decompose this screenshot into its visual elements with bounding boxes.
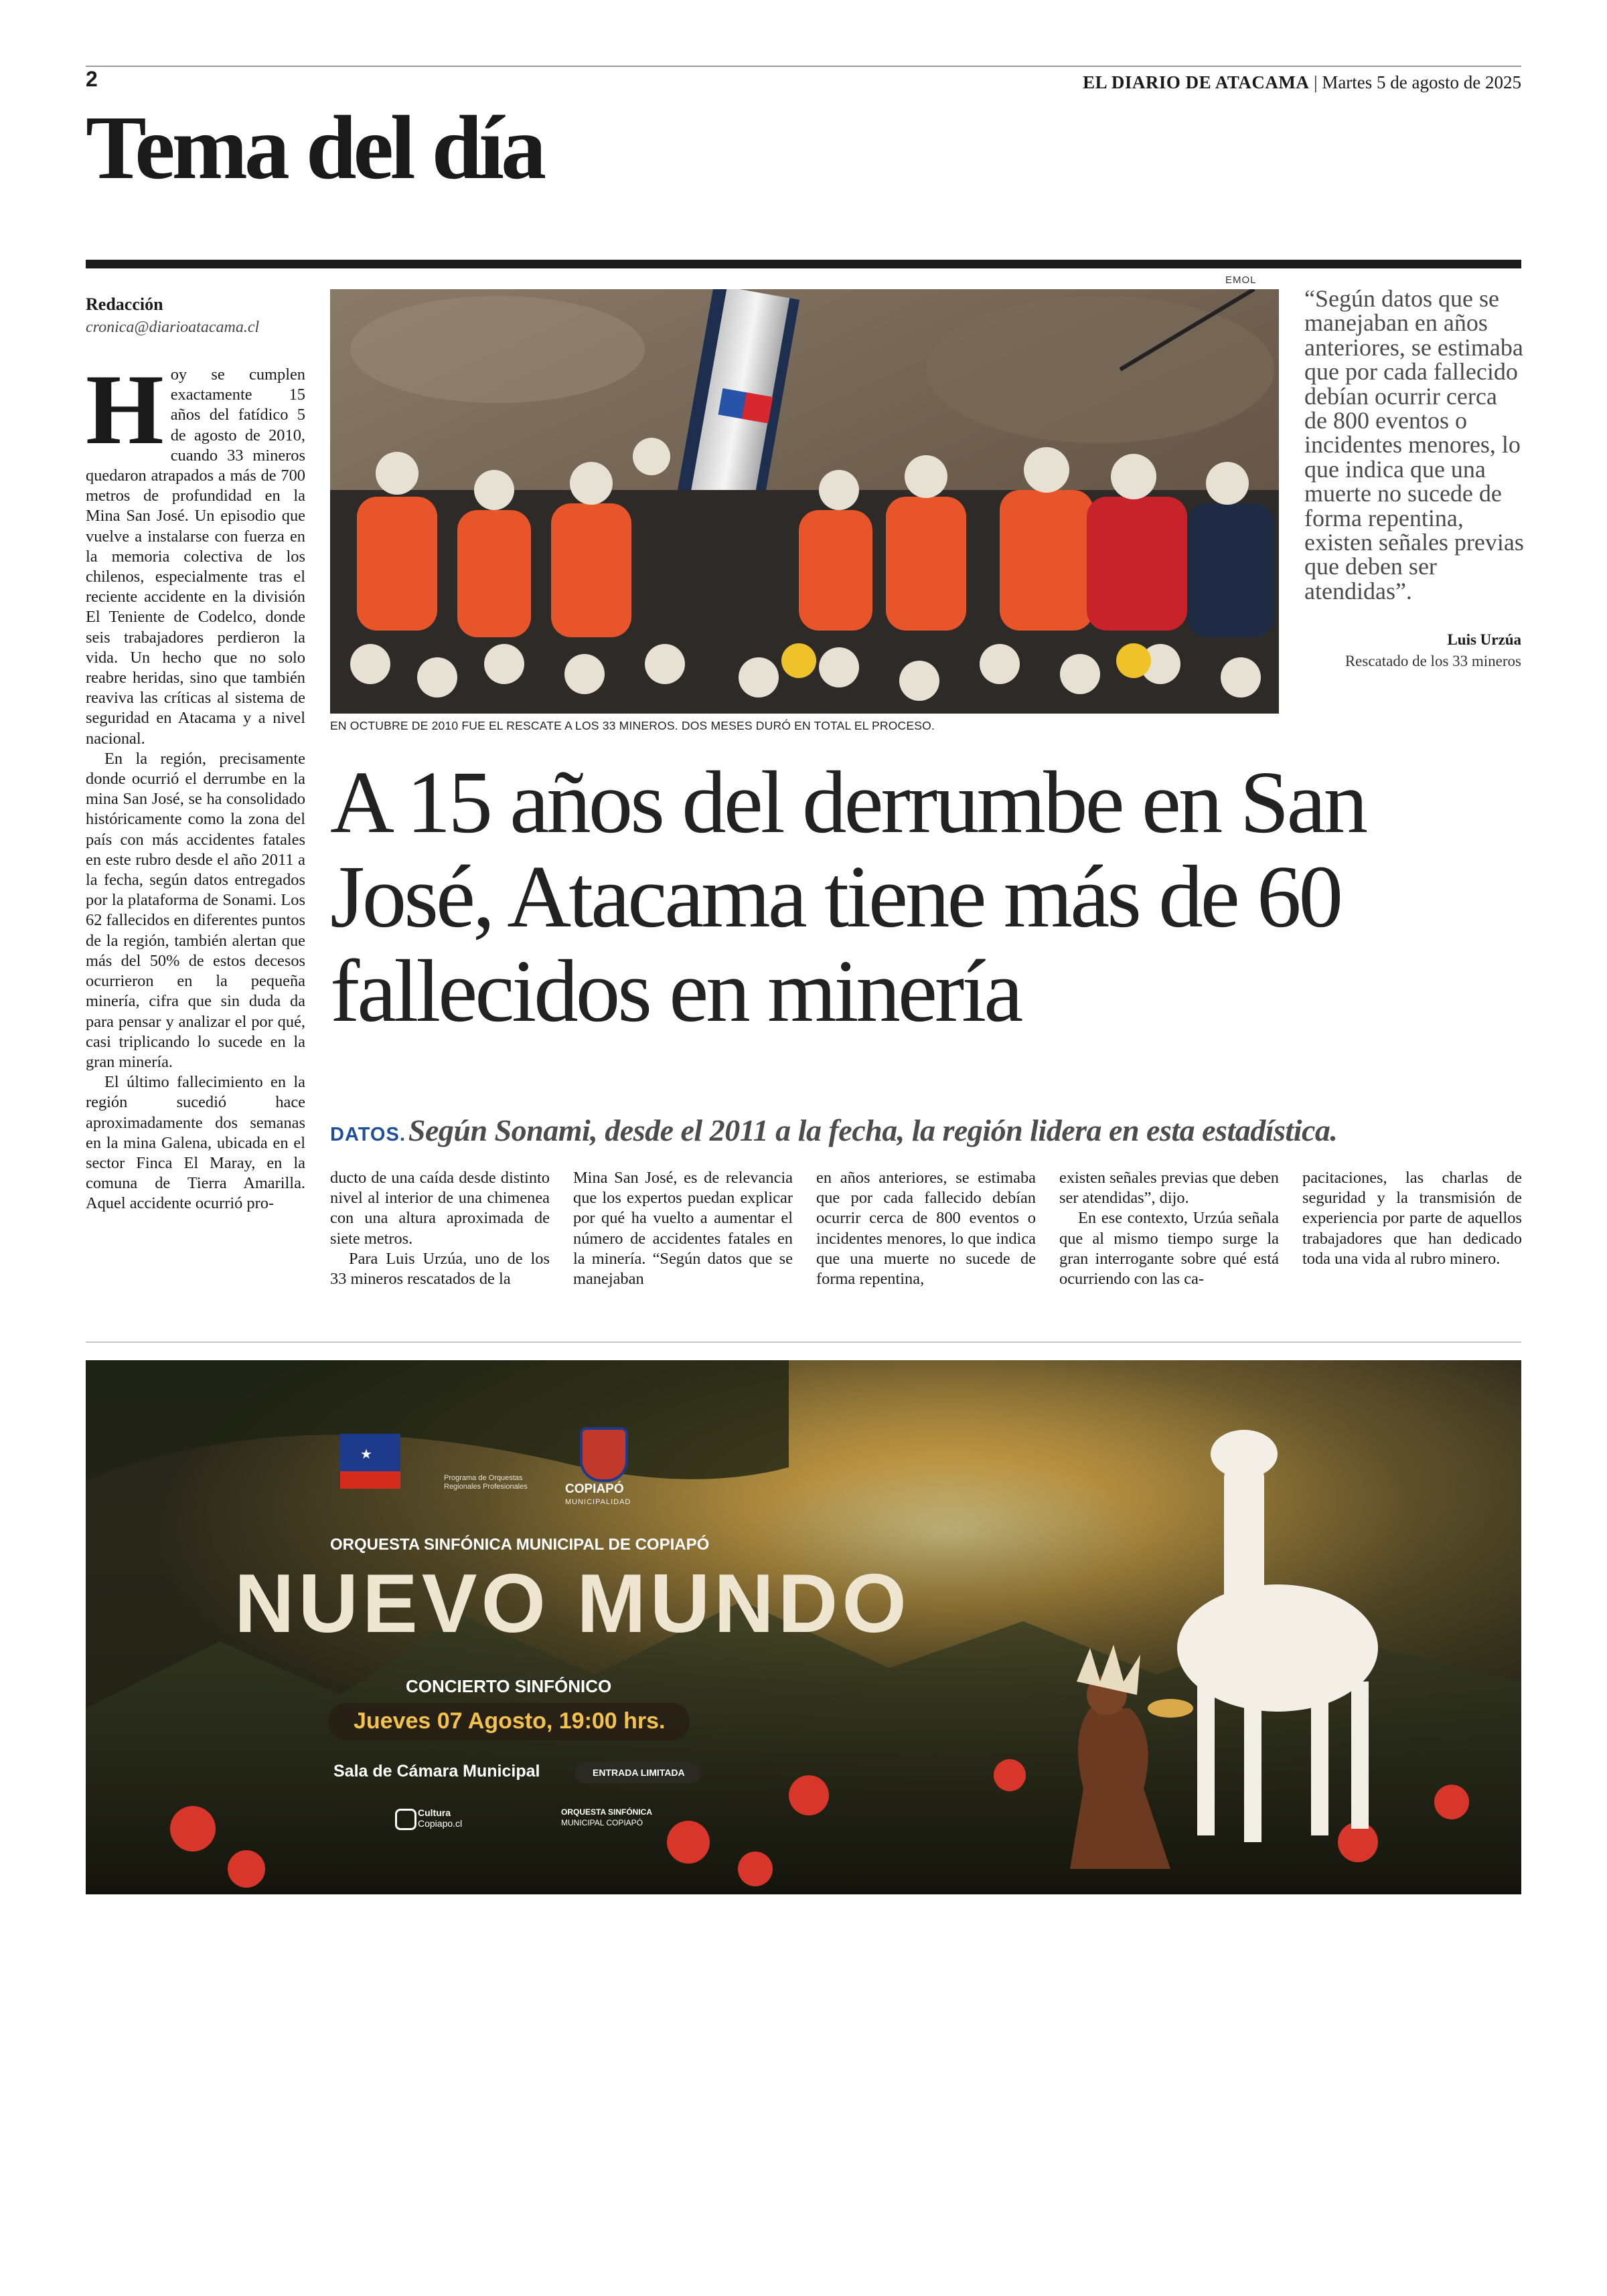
byline: [86, 295, 307, 337]
publication-name: EL DIARIO DE ATACAMA: [1083, 72, 1310, 92]
concert-subtitle: CONCIERTO SINFÓNICO: [406, 1676, 612, 1696]
star-icon: ★: [360, 1446, 372, 1462]
article-paragraph: El último fallecimiento en la región sucedió hace aproximadamente dos semanas en la mina Galena, ubicada en el sector Finca El Maray, en la comuna de Tierra Amarilla. Aquel accidente ocurrió pro-: [86, 1073, 305, 1213]
issue-date: Martes 5 de agosto de 2025: [1322, 72, 1521, 92]
article-column-4: [816, 1168, 1036, 1289]
article-paragraph: pacitaciones, las charlas de seguridad y la transmisión de experiencia por parte de aquellos trabajadores que han dedicado toda una vida al rubro minero.: [1302, 1169, 1522, 1268]
section-title: Tema del día: [86, 98, 544, 198]
author-email[interactable]: cronica@diarioatacama.cl: [86, 319, 260, 336]
copiapo-shield-icon: [580, 1427, 628, 1482]
photo-caption: EN OCTUBRE DE 2010 FUE EL RESCATE A LOS 33 MINEROS. DOS MESES DURÓ EN TOTAL EL PROCESO.: [330, 719, 935, 732]
municipality-name: COPIAPÓ: [565, 1482, 624, 1496]
article-column-1: [86, 354, 305, 1214]
photo-credit: EMOL: [1225, 274, 1257, 286]
concert-venue: Sala de Cámara Municipal: [333, 1762, 540, 1781]
pull-quote: “Según datos que se manejaban en años anteriores, se estimaba que por cada fallecido debían ocurrir cerca de 800 eventos o incidentes menores, lo que indica que una muerte no sucede de forma repentina, existen señales previas que deben ser atendidas”.: [1304, 285, 1524, 604]
article-bottom-rule: [86, 1341, 1521, 1343]
article-paragraph: Mina San José, es de relevancia que los expertos puedan explicar por qué ha vuelto a aumentar el número de accidentes fatales en la minería. “Según datos que se manejaban: [573, 1169, 793, 1289]
quote-attribution-name: Luis Urzúa: [1447, 631, 1521, 648]
article-column-2: [330, 1168, 550, 1289]
concert-datetime: Jueves 07 Agosto, 19:00 hrs.: [354, 1708, 666, 1734]
section-rule: [86, 260, 1521, 268]
orchestra-footer-logo: ORQUESTA SINFÓNICA: [561, 1807, 653, 1817]
article-column-6: [1302, 1168, 1522, 1269]
author-name: Redacción: [86, 295, 163, 314]
entry-badge-label: ENTRADA LIMITADA: [593, 1767, 685, 1778]
article-column-5: [1059, 1168, 1279, 1289]
folio: EL DIARIO DE ATACAMA | Martes 5 de agosto de 2025: [1083, 72, 1521, 92]
page-number: 2: [86, 67, 98, 91]
article-paragraph: Para Luis Urzúa, uno de los 33 mineros rescatados de la: [330, 1249, 550, 1289]
article-column-3: [573, 1168, 793, 1289]
social-handle[interactable]: Copiapo.cl: [418, 1818, 463, 1829]
article-paragraph: En la región, precisamente donde ocurrió el derrumbe en la mina San José, se ha consolidado históricamente como la zona del país con más accidentes fatales en este rubro desde el año 2011 a la fecha, según datos entregados por la plataforma de Sonami. Los 62 fallecidos en diferentes puntos de la región, también alertan que más del 50% de estos decesos ocurrieron en la pequeña minería, cifra que sin duda da para pensar y analizar el por qué, casi triplicando lo sucede en la gran minería.: [86, 749, 305, 1071]
municipality-sub: MUNICIPALIDAD: [565, 1498, 631, 1506]
rescue-photo: [330, 289, 1279, 714]
article-paragraph: ducto de una caída desde distinto nivel al interior de una chimenea con una altura aproximada de siete metros.: [330, 1169, 550, 1248]
concert-advertisement[interactable]: [86, 1360, 1521, 1894]
orchestra-name: ORQUESTA SINFÓNICA MUNICIPAL DE COPIAPÓ: [330, 1536, 710, 1554]
government-program-text: Programa de Orquestas Regionales Profesionales: [444, 1474, 528, 1491]
headline: A 15 años del derrumbe en San José, Atacama tiene más de 60 fallecidos en minería: [330, 752, 1366, 1040]
instagram-icon[interactable]: [395, 1809, 416, 1830]
kicker-label: DATOS.: [330, 1124, 406, 1145]
kicker: [330, 1113, 1337, 1148]
orchestra-footer-logo-sub: MUNICIPAL COPIAPÓ: [561, 1818, 643, 1827]
quote-attribution-role: Rescatado de los 33 mineros: [1345, 653, 1521, 669]
article-paragraph: existen señales previas que deben ser atendidas”, dijo.: [1059, 1169, 1279, 1208]
social-label: Cultura: [418, 1807, 451, 1818]
top-rule: [86, 66, 1521, 67]
kicker-text: Según Sonami, desde el 2011 a la fecha, la región lidera en esta estadística.: [408, 1113, 1338, 1147]
article-paragraph: En ese contexto, Urzúa señala que al mismo tiempo surge la gran interrogante sobre qué está ocurriendo con las ca-: [1059, 1209, 1279, 1289]
rescue-photo-illustration: [330, 289, 1279, 714]
drop-cap: H: [86, 354, 164, 465]
article-paragraph: Hoy se cumplen exactamente 15 años del fatídico 5 de agosto de 2010, cuando 33 mineros quedaron atrapados a más de 700 metros de profundidad en la Mina San José. Un episodio que vuelve a instalarse con fuerza en la memoria colectiva de los chilenos, especialmente tras el reciente accidente en la división El Teniente de Codelco, donde seis trabajadores perdieron la vida. Un hecho que no solo reabre heridas, sino que también reaviva las críticas al sistema de seguridad en Atacama y a nivel nacional.: [86, 354, 305, 748]
government-logo: [340, 1434, 400, 1489]
concert-title: NUEVO MUNDO: [234, 1558, 911, 1650]
article-paragraph: en años anteriores, se estimaba que por cada fallecido debían ocurrir cerca de 800 eventos o incidentes menores, lo que indica que una muerte no sucede de forma repentina,: [816, 1169, 1036, 1289]
